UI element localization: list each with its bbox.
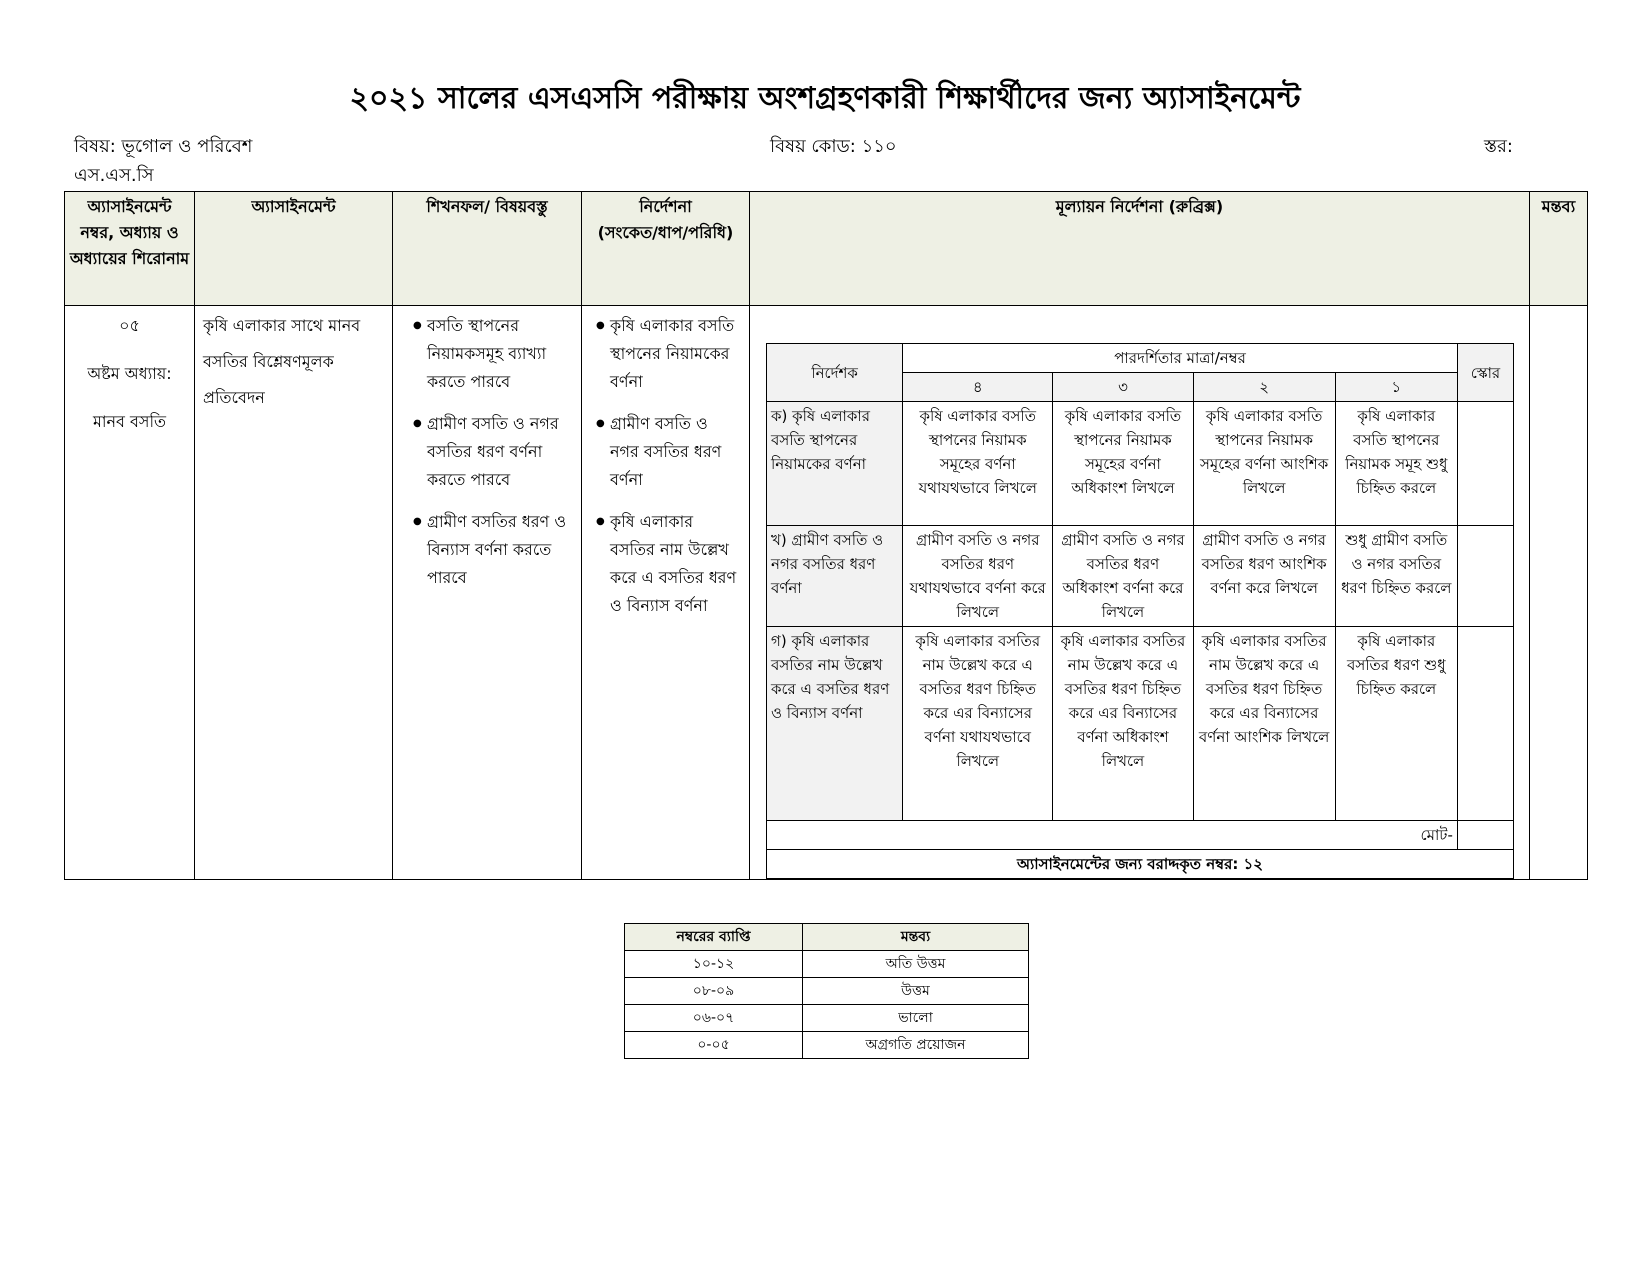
grade-remark: অতি উত্তম [803,951,1029,978]
rubric-level-4: ৪ [903,373,1053,402]
rubric-score-header: স্কোর [1457,344,1513,402]
rubric-cell-level-2: গ্রামীণ বসতি ও নগর বসতির ধরণ আংশিক বর্ণনা করে লিখলে [1193,526,1335,627]
level-label: স্তর: [1484,136,1513,157]
outcome-item: ● বসতি স্থাপনের নিয়ামকসমূহ ব্যাখ্যা করতে পারবে [427,312,573,396]
header-assignment: অ্যাসাইনমেন্ট [195,192,393,306]
rubric-cell-level-4: গ্রামীণ বসতি ও নগর বসতির ধরণ যথাযথভাবে বর্ণনা করে লিখলে [903,526,1053,627]
assignment-table [64,191,1588,880]
instruction-item: ● কৃষি এলাকার বসতির নাম উল্লেখ করে এ বসতির ধরণ ও বিন্যাস বর্ণনা [610,508,741,620]
page-title: ২০২১ সালের এসএসসি পরীক্ষায় অংশগ্রহণকারী শিক্ষার্থীদের জন্য অ্যাসাইনমেন্ট [349,81,1301,116]
header-assignment-number: অ্যাসাইনমেন্ট নম্বর, অধ্যায় ও অধ্যায়ের শিরোনাম [65,192,195,306]
subject-label: বিষয়: ভূগোল ও পরিবেশ [74,136,253,157]
rubric-total-value [1457,821,1513,850]
instructions-cell [582,306,750,880]
rubric-cell-level-1: শুধু গ্রামীণ বসতি ও নগর বসতির ধরণ চিহ্নিত করলে [1335,526,1457,627]
header-remarks: মন্তব্য [1530,192,1588,306]
grade-range: ০-০৫ [625,1032,803,1059]
rubric-indicator: ক) কৃষি এলাকার বসতি স্থাপনের নিয়ামকের বর্ণনা [767,402,903,526]
rubric-cell-level-4: কৃষি এলাকার বসতির নাম উল্লেখ করে এ বসতির ধরণ চিহ্নিত করে এর বিন্যাসের বর্ণনা যথাযথভাবে লিখলে [903,627,1053,821]
assignment-number: ০৫ [119,316,140,335]
grade-remark: উত্তম [803,978,1029,1005]
rubric-allocated-marks: অ্যাসাইনমেন্টের জন্য বরাদ্দকৃত নম্বর: ১২ [767,850,1514,879]
outcome-item: ● গ্রামীণ বসতির ধরণ ও বিন্যাস বর্ণনা করতে পারবে [427,508,573,592]
assignment-number-cell [65,306,195,880]
grade-remark: ভালো [803,1005,1029,1032]
rubric-level-header: পারদর্শিতার মাত্রা/নম্বর [903,344,1458,373]
rubric-cell-level-2: কৃষি এলাকার বসতির নাম উল্লেখ করে এ বসতির ধরণ চিহ্নিত করে এর বিন্যাসের বর্ণনা আংশিক লিখলে [1193,627,1335,821]
grade-remark: অগ্রগতি প্রয়োজন [803,1032,1029,1059]
rubric-indicator: খ) গ্রামীণ বসতি ও নগর বসতির ধরণ বর্ণনা [767,526,903,627]
rubric-cell-level-3: গ্রামীণ বসতি ও নগর বসতির ধরণ অধিকাংশ বর্ণনা করে লিখলে [1053,526,1193,627]
header-rubric: মূল্যায়ন নির্দেশনা (রুব্রিক্স) [750,192,1530,306]
grade-range: ০৬-০৭ [625,1005,803,1032]
instructions-list [610,312,741,620]
chapter-label: অষ্টম অধ্যায়: [87,364,172,383]
grade-table [624,923,1029,1059]
header-instructions-line1: নির্দেশনা [639,197,692,216]
rubric-level-3: ৩ [1053,373,1193,402]
rubric-total-label: মোট- [767,821,1458,850]
rubric-score-cell [1457,627,1513,821]
chapter-title: মানব বসতি [92,412,167,431]
rubric-cell-level-1: কৃষি এলাকার বসতি স্থাপনের নিয়ামক সমূহ শুধু চিহ্নিত করলে [1335,402,1457,526]
outcomes-list [413,312,573,592]
grade-header-remark: মন্তব্য [803,924,1029,951]
rubric-score-cell [1457,526,1513,627]
rubric-cell-level-3: কৃষি এলাকার বসতি স্থাপনের নিয়ামক সমূহের বর্ণনা অধিকাংশ লিখলে [1053,402,1193,526]
grade-range: ০৮-০৯ [625,978,803,1005]
rubric-cell-level-3: কৃষি এলাকার বসতির নাম উল্লেখ করে এ বসতির ধরণ চিহ্নিত করে এর বিন্যাসের বর্ণনা অধিকাংশ লিখলে [1053,627,1193,821]
rubric-score-cell [1457,402,1513,526]
rubric-cell-level-4: কৃষি এলাকার বসতি স্থাপনের নিয়ামক সমূহের বর্ণনা যথাযথভাবে লিখলে [903,402,1053,526]
outcome-item: ● গ্রামীণ বসতি ও নগর বসতির ধরণ বর্ণনা করতে পারবে [427,410,573,494]
assignment-text: কৃষি এলাকার সাথে মানব বসতির বিশ্লেষণমূলক প্রতিবেদন [203,316,361,407]
outcomes-cell [393,306,582,880]
header-learning-outcome: শিখনফল/ বিষয়বস্তু [393,192,582,306]
instruction-item: ● গ্রামীণ বসতি ও নগর বসতির ধরণ বর্ণনা [610,410,741,494]
rubric-cell [750,306,1530,880]
rubric-table [766,343,1514,879]
remarks-cell [1530,306,1588,880]
level-value: এস.এস.সি [74,165,154,186]
grade-header-range: নম্বরের ব্যাপ্তি [625,924,803,951]
rubric-indicator: গ) কৃষি এলাকার বসতির নাম উল্লেখ করে এ বসতির ধরণ ও বিন্যাস বর্ণনা [767,627,903,821]
subject-code: বিষয় কোড: ১১০ [770,136,897,157]
rubric-indicator-header: নির্দেশক [767,344,903,402]
rubric-cell-level-1: কৃষি এলাকার বসতির ধরণ শুধু চিহ্নিত করলে [1335,627,1457,821]
rubric-level-2: ২ [1193,373,1335,402]
rubric-level-1: ১ [1335,373,1457,402]
instruction-item: ● কৃষি এলাকার বসতি স্থাপনের নিয়ামকের বর্ণনা [610,312,741,396]
rubric-cell-level-2: কৃষি এলাকার বসতি স্থাপনের নিয়ামক সমূহের বর্ণনা আংশিক লিখলে [1193,402,1335,526]
assignment-cell [195,306,393,880]
header-instructions-line2: (সংকেত/ধাপ/পরিধি) [597,223,734,242]
grade-range: ১০-১২ [625,951,803,978]
header-instructions [582,192,750,306]
